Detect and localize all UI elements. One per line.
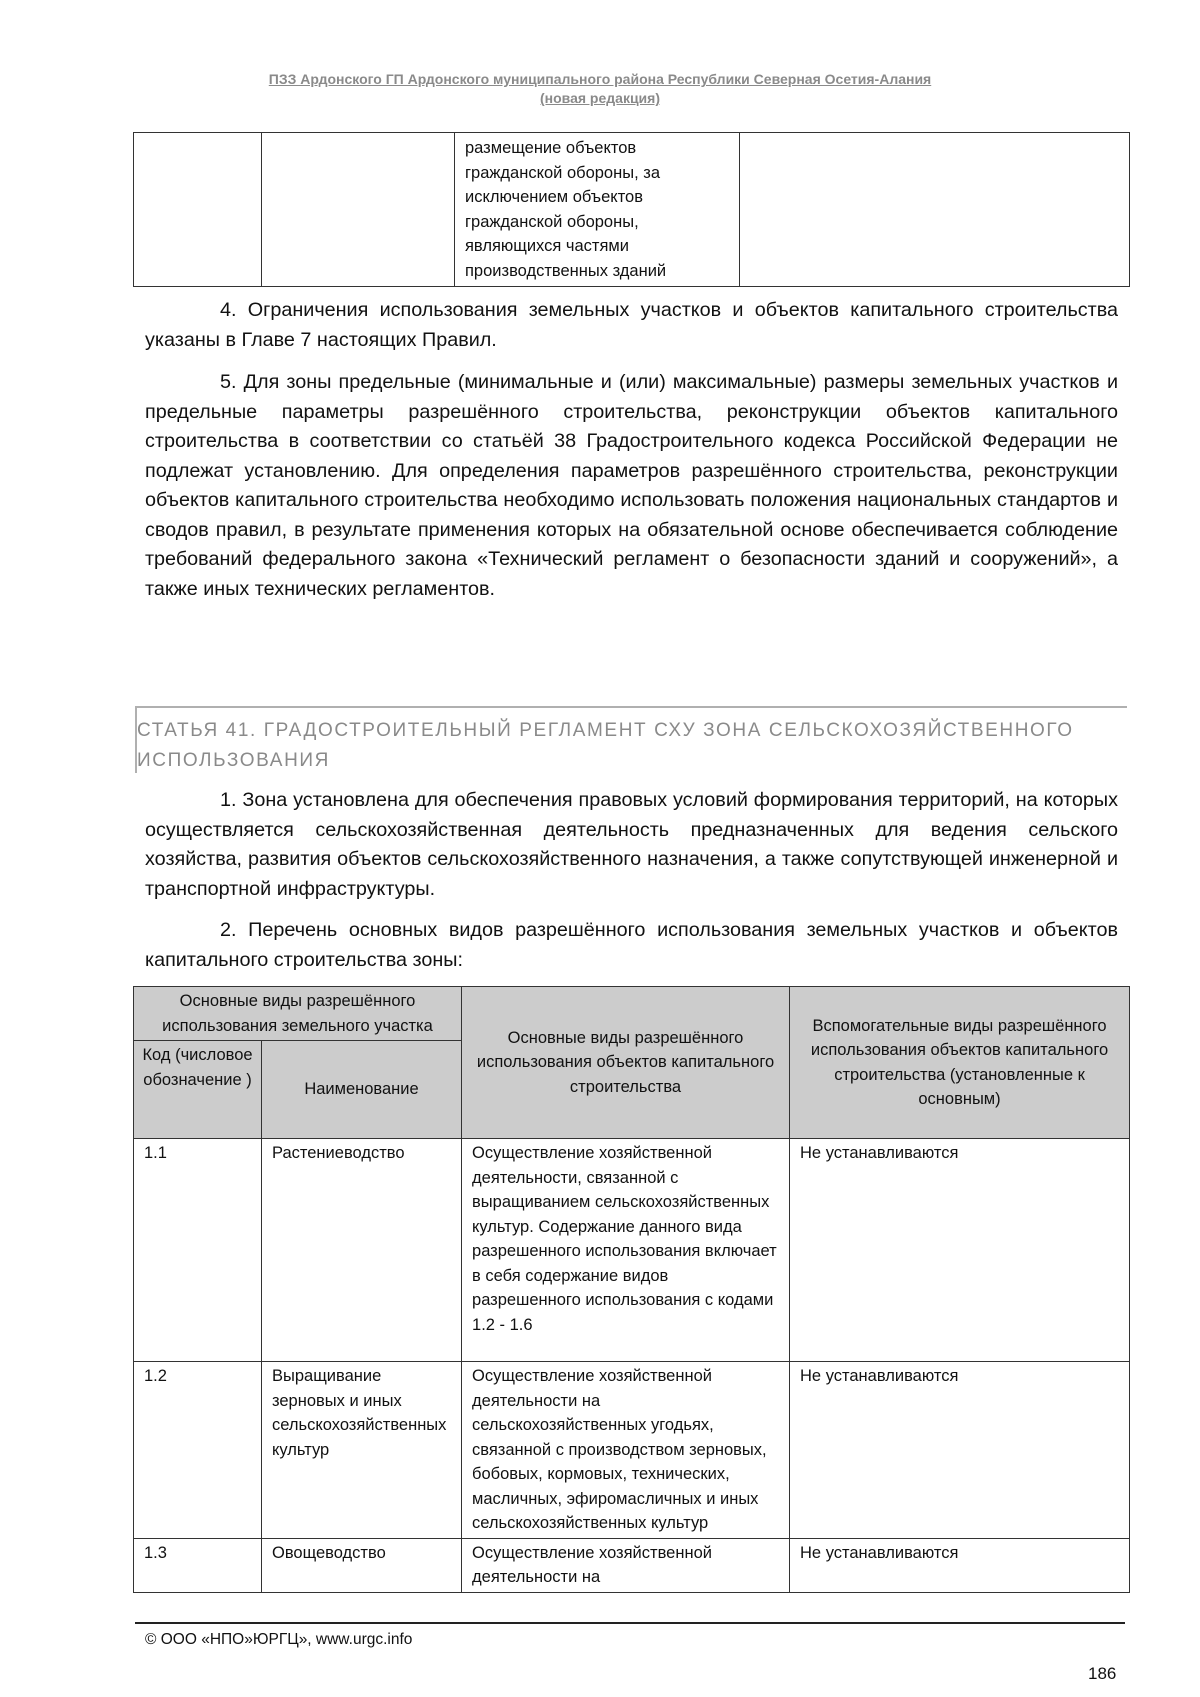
section-heading-line-2: ИСПОЛЬЗОВАНИЯ xyxy=(137,750,330,771)
table-row xyxy=(134,133,1130,287)
cell-name: Растениеводство xyxy=(262,1139,462,1362)
section-paragraph-1: 1. Зона установлена для обеспечения правовых условий формирования территорий, на которых осуществляется сельскохозяйственная деятельность предназначенных для ведения сельского хозяйства, развития объектов сельскохозяйственного назначения, а также сопутствующей инженерной и транспортной инфраструктуры. xyxy=(145,789,1118,900)
header-name: Наименование xyxy=(262,1041,462,1139)
table-row xyxy=(134,1362,1130,1539)
header-line-1: ПЗЗ Ардонского ГП Ардонского муниципального района Республики Северная Осетия-Алания xyxy=(268,71,932,87)
cell-code: 1.3 xyxy=(134,1538,262,1592)
header-code: Код (числовое обозначение ) xyxy=(134,1041,262,1139)
table-header-row xyxy=(134,987,1130,1041)
table-cell xyxy=(262,133,455,287)
header-line-2: (новая редакция) xyxy=(540,90,660,106)
cell-description: Осуществление хозяйственной деятельности на xyxy=(462,1538,790,1592)
footer-divider xyxy=(135,1622,1125,1624)
table-cell xyxy=(740,133,1130,287)
continuation-table xyxy=(133,132,1130,287)
footer-copyright: © ООО «НПО»ЮРГЦ», www.urgc.info xyxy=(145,1631,413,1648)
section-heading-line-1: СТАТЬЯ 41. ГРАДОСТРОИТЕЛЬНЫЙ РЕГЛАМЕНТ СХУ ЗОНА СЕЛЬСКОХОЗЯЙСТВЕННОГО xyxy=(137,720,1074,741)
cell-auxiliary: Не устанавливаются xyxy=(790,1139,1130,1362)
section-heading xyxy=(135,706,1127,773)
cell-description: Осуществление хозяйственной деятельности, связанной с выращиванием сельскохозяйственных культур. Содержание данного вида разрешенного использования включает в себя содержание видов разрешенного использования с кодами 1.2 - 1.6 xyxy=(462,1139,790,1362)
permitted-use-table xyxy=(133,986,1130,1593)
cell-code: 1.2 xyxy=(134,1362,262,1539)
page-number: 186 xyxy=(1088,1664,1117,1683)
page-header xyxy=(0,70,1200,108)
header-capital-objects: Основные виды разрешённого использования объектов капитального строительства xyxy=(462,987,790,1139)
cell-auxiliary: Не устанавливаются xyxy=(790,1362,1130,1539)
table-row xyxy=(134,1538,1130,1592)
table-cell xyxy=(134,133,262,287)
cell-auxiliary: Не устанавливаются xyxy=(790,1538,1130,1592)
header-auxiliary: Вспомогательные виды разрешённого использования объектов капитального строительства (установленные к основным) xyxy=(790,987,1130,1139)
cell-name: Овощеводство xyxy=(262,1538,462,1592)
header-land-use-group: Основные виды разрешённого использования земельного участка xyxy=(134,987,462,1041)
section-paragraph-2: 2. Перечень основных видов разрешённого использования земельных участков и объектов капитального строительства зоны: xyxy=(145,919,1118,971)
paragraph-5: 5. Для зоны предельные (минимальные и (или) максимальные) размеры земельных участков и предельные параметры разрешённого строительства, реконструкции объектов капитального строительства в соответствии со статьёй 38 Градостроительного кодекса Российской Федерации не подлежат установлению. Для определения параметров разрешённого строительства, реконструкции объектов капитального строительства необходимо использовать положения национальных стандартов и сводов правил, в результате применения которых на обязательной основе обеспечивается соблюдение требований федерального закона «Технический регламент о безопасности зданий и сооружений», а также иных технических регламентов. xyxy=(145,371,1118,600)
table-cell: размещение объектов гражданской обороны, за исключением объектов гражданской обороны, являющихся частями производственных зданий xyxy=(455,133,740,287)
cell-name: Выращивание зерновых и иных сельскохозяйственных культур xyxy=(262,1362,462,1539)
cell-description: Осуществление хозяйственной деятельности на сельскохозяйственных угодьях, связанной с производством зерновых, бобовых, кормовых, технических, масличных, эфиромасличных и иных сельскохозяйственных культур xyxy=(462,1362,790,1539)
cell-code: 1.1 xyxy=(134,1139,262,1362)
table-row xyxy=(134,1139,1130,1362)
paragraph-4: 4. Ограничения использования земельных участков и объектов капитального строительства указаны в Главе 7 настоящих Правил. xyxy=(145,299,1118,351)
